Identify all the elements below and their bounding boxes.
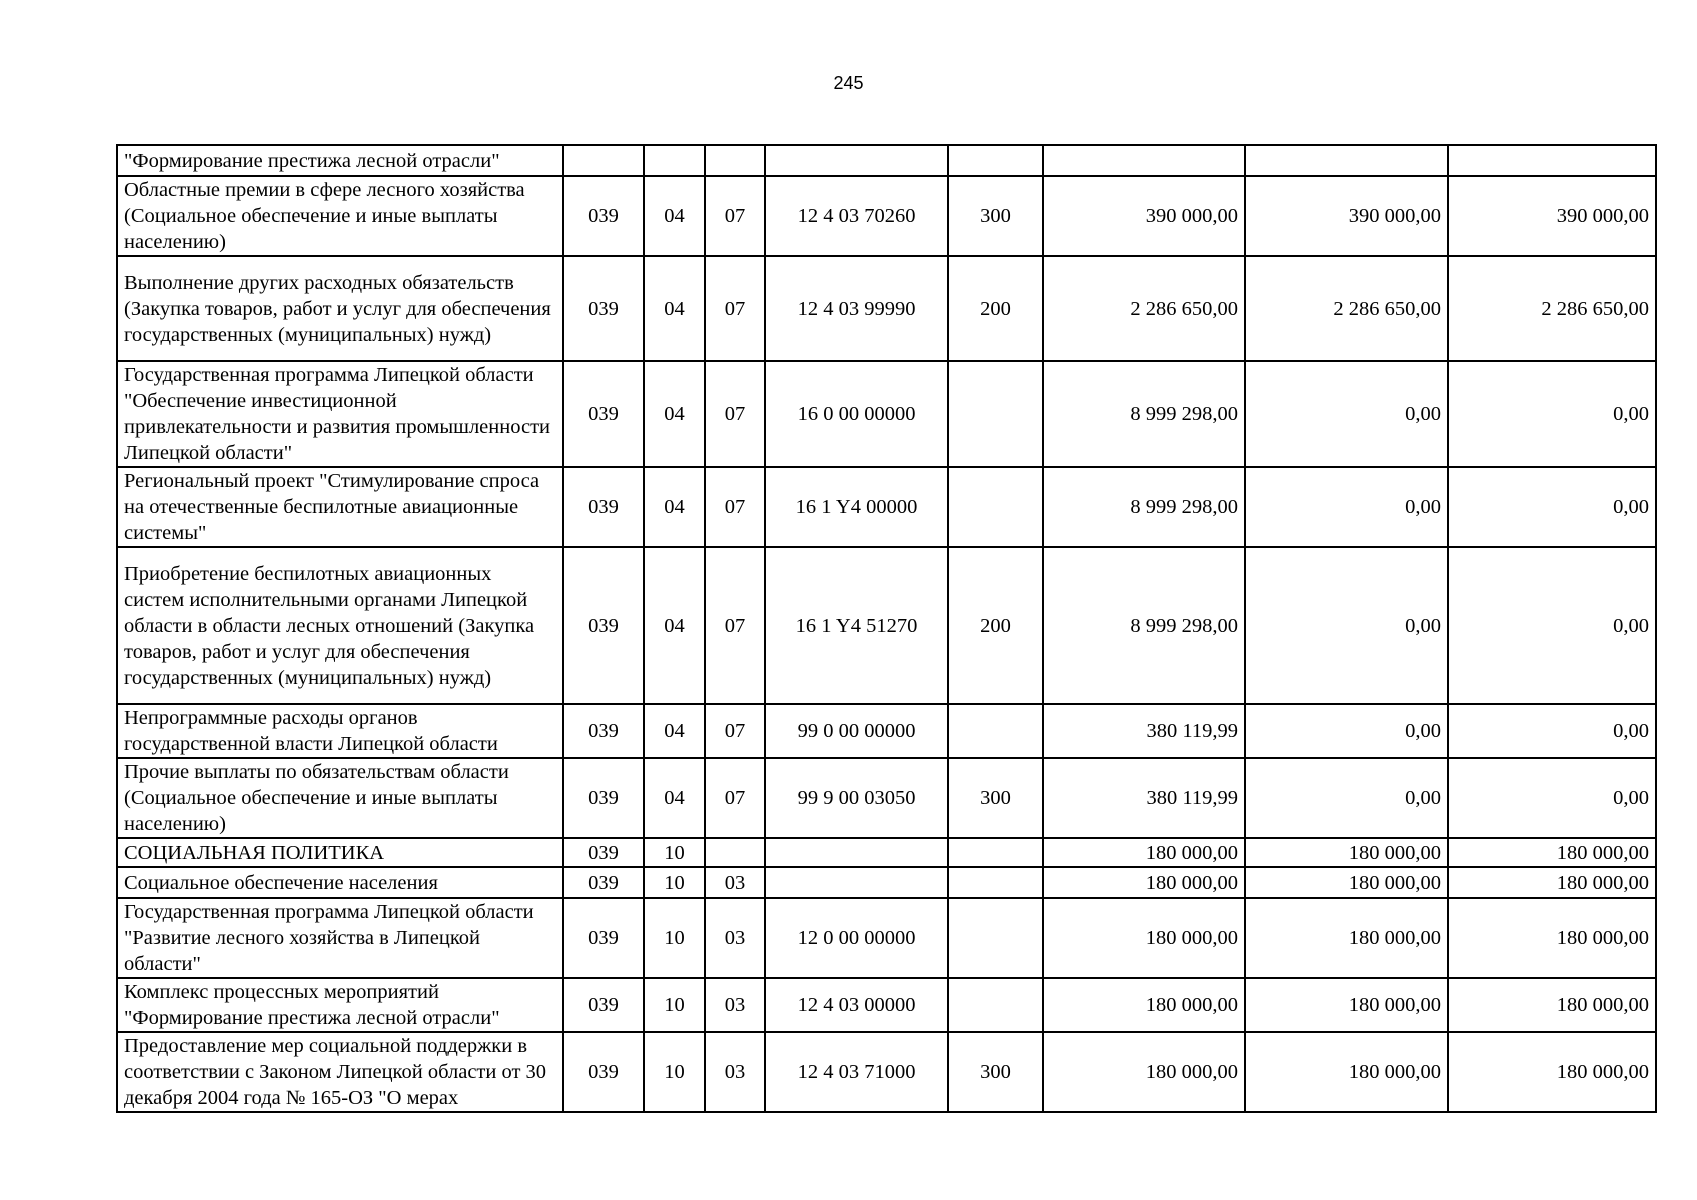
target-code: [765, 838, 948, 867]
table-row: [117, 467, 1656, 547]
table-row: [117, 176, 1656, 256]
section-code: 10: [644, 978, 705, 1032]
row-name: Региональный проект "Стимулирование спроса на отечественные беспилотные авиационные системы": [117, 467, 563, 547]
table-row: [117, 547, 1656, 704]
target-code: 16 1 Y4 00000: [765, 467, 948, 547]
admin-code: 039: [563, 256, 644, 361]
table-row: [117, 838, 1656, 867]
subsection-code: 07: [705, 176, 765, 256]
admin-code: 039: [563, 838, 644, 867]
table-row: [117, 256, 1656, 361]
subsection-code: 07: [705, 704, 765, 758]
amount-year-2: [1245, 145, 1448, 176]
subsection-code: 07: [705, 467, 765, 547]
amount-year-3: 0,00: [1448, 758, 1656, 838]
admin-code: 039: [563, 361, 644, 467]
admin-code: 039: [563, 758, 644, 838]
target-code: 12 0 00 00000: [765, 898, 948, 978]
amount-year-2: 0,00: [1245, 361, 1448, 467]
section-code: 10: [644, 1032, 705, 1112]
amount-year-3: 180 000,00: [1448, 1032, 1656, 1112]
subsection-code: 03: [705, 978, 765, 1032]
table-row: [117, 867, 1656, 898]
page-number: 245: [833, 73, 864, 93]
target-code: 16 1 Y4 51270: [765, 547, 948, 704]
admin-code: 039: [563, 176, 644, 256]
section-code: 04: [644, 547, 705, 704]
row-name: "Формирование престижа лесной отрасли": [117, 145, 563, 176]
subsection-code: 07: [705, 361, 765, 467]
admin-code: 039: [563, 467, 644, 547]
target-code: 99 0 00 00000: [765, 704, 948, 758]
subsection-code: 03: [705, 867, 765, 898]
amount-year-3: [1448, 145, 1656, 176]
section-code: 04: [644, 704, 705, 758]
amount-year-1: 380 119,99: [1043, 758, 1245, 838]
amount-year-1: [1043, 145, 1245, 176]
section-code: 10: [644, 898, 705, 978]
row-name: Выполнение других расходных обязательств (Закупка товаров, работ и услуг для обеспечения государственных (муниципальных) нужд): [117, 256, 563, 361]
admin-code: 039: [563, 547, 644, 704]
amount-year-2: 180 000,00: [1245, 978, 1448, 1032]
admin-code: 039: [563, 898, 644, 978]
amount-year-3: 390 000,00: [1448, 176, 1656, 256]
amount-year-3: 180 000,00: [1448, 978, 1656, 1032]
amount-year-1: 180 000,00: [1043, 867, 1245, 898]
amount-year-2: 0,00: [1245, 467, 1448, 547]
subsection-code: [705, 838, 765, 867]
row-name: Предоставление мер социальной поддержки в соответствии с Законом Липецкой области от 30 декабря 2004 года № 165-ОЗ "О мерах: [117, 1032, 563, 1112]
admin-code: 039: [563, 867, 644, 898]
target-code: 12 4 03 70260: [765, 176, 948, 256]
amount-year-3: 180 000,00: [1448, 898, 1656, 978]
section-code: 10: [644, 867, 705, 898]
subsection-code: 07: [705, 547, 765, 704]
table-row: [117, 1032, 1656, 1112]
target-code: 16 0 00 00000: [765, 361, 948, 467]
amount-year-1: 180 000,00: [1043, 978, 1245, 1032]
expense-type-code: [948, 898, 1043, 978]
section-code: 04: [644, 467, 705, 547]
amount-year-2: 2 286 650,00: [1245, 256, 1448, 361]
subsection-code: 07: [705, 256, 765, 361]
row-name: Прочие выплаты по обязательствам области (Социальное обеспечение и иные выплаты населению): [117, 758, 563, 838]
amount-year-2: 390 000,00: [1245, 176, 1448, 256]
expense-type-code: 300: [948, 1032, 1043, 1112]
section-code: 04: [644, 361, 705, 467]
expense-type-code: [948, 867, 1043, 898]
budget-table: [116, 144, 1657, 1113]
expense-type-code: [948, 467, 1043, 547]
row-name: Государственная программа Липецкой области "Обеспечение инвестиционной привлекательности и развития промышленности Липецкой области": [117, 361, 563, 467]
amount-year-1: 2 286 650,00: [1043, 256, 1245, 361]
amount-year-3: 180 000,00: [1448, 838, 1656, 867]
section-code: [644, 145, 705, 176]
table-row: [117, 145, 1656, 176]
target-code: 12 4 03 00000: [765, 978, 948, 1032]
amount-year-2: 180 000,00: [1245, 898, 1448, 978]
row-name: Непрограммные расходы органов государственной власти Липецкой области: [117, 704, 563, 758]
amount-year-1: 8 999 298,00: [1043, 361, 1245, 467]
target-code: 12 4 03 99990: [765, 256, 948, 361]
admin-code: 039: [563, 978, 644, 1032]
amount-year-3: 0,00: [1448, 467, 1656, 547]
row-name: Комплекс процессных мероприятий "Формирование престижа лесной отрасли": [117, 978, 563, 1032]
section-code: 04: [644, 758, 705, 838]
expense-type-code: [948, 978, 1043, 1032]
expense-type-code: [948, 361, 1043, 467]
amount-year-2: 180 000,00: [1245, 838, 1448, 867]
admin-code: [563, 145, 644, 176]
amount-year-1: 180 000,00: [1043, 898, 1245, 978]
table-row: [117, 978, 1656, 1032]
section-code: 04: [644, 176, 705, 256]
amount-year-1: 8 999 298,00: [1043, 547, 1245, 704]
amount-year-2: 0,00: [1245, 547, 1448, 704]
subsection-code: [705, 145, 765, 176]
amount-year-3: 0,00: [1448, 704, 1656, 758]
amount-year-1: 8 999 298,00: [1043, 467, 1245, 547]
amount-year-3: 0,00: [1448, 361, 1656, 467]
amount-year-1: 180 000,00: [1043, 1032, 1245, 1112]
target-code: [765, 145, 948, 176]
expense-type-code: 200: [948, 547, 1043, 704]
table-body: [117, 145, 1656, 1112]
target-code: [765, 867, 948, 898]
amount-year-3: 180 000,00: [1448, 867, 1656, 898]
subsection-code: 03: [705, 898, 765, 978]
section-code: 10: [644, 838, 705, 867]
amount-year-3: 0,00: [1448, 547, 1656, 704]
target-code: 99 9 00 03050: [765, 758, 948, 838]
amount-year-1: 380 119,99: [1043, 704, 1245, 758]
admin-code: 039: [563, 704, 644, 758]
admin-code: 039: [563, 1032, 644, 1112]
row-name: Социальное обеспечение населения: [117, 867, 563, 898]
expense-type-code: 200: [948, 256, 1043, 361]
expense-type-code: 300: [948, 758, 1043, 838]
expense-type-code: 300: [948, 176, 1043, 256]
expense-type-code: [948, 704, 1043, 758]
table-row: [117, 704, 1656, 758]
expense-type-code: [948, 838, 1043, 867]
amount-year-2: 0,00: [1245, 758, 1448, 838]
row-name: СОЦИАЛЬНАЯ ПОЛИТИКА: [117, 838, 563, 867]
table-row: [117, 758, 1656, 838]
table-row: [117, 898, 1656, 978]
target-code: 12 4 03 71000: [765, 1032, 948, 1112]
amount-year-1: 390 000,00: [1043, 176, 1245, 256]
expense-type-code: [948, 145, 1043, 176]
row-name: Областные премии в сфере лесного хозяйства (Социальное обеспечение и иные выплаты населению): [117, 176, 563, 256]
table-row: [117, 361, 1656, 467]
amount-year-2: 180 000,00: [1245, 1032, 1448, 1112]
row-name: Государственная программа Липецкой области "Развитие лесного хозяйства в Липецкой области": [117, 898, 563, 978]
subsection-code: 03: [705, 1032, 765, 1112]
amount-year-1: 180 000,00: [1043, 838, 1245, 867]
section-code: 04: [644, 256, 705, 361]
amount-year-2: 0,00: [1245, 704, 1448, 758]
row-name: Приобретение беспилотных авиационных систем исполнительными органами Липецкой области в области лесных отношений (Закупка товаров, работ и услуг для обеспечения государственных (муниципальных) нужд): [117, 547, 563, 704]
amount-year-3: 2 286 650,00: [1448, 256, 1656, 361]
subsection-code: 07: [705, 758, 765, 838]
amount-year-2: 180 000,00: [1245, 867, 1448, 898]
